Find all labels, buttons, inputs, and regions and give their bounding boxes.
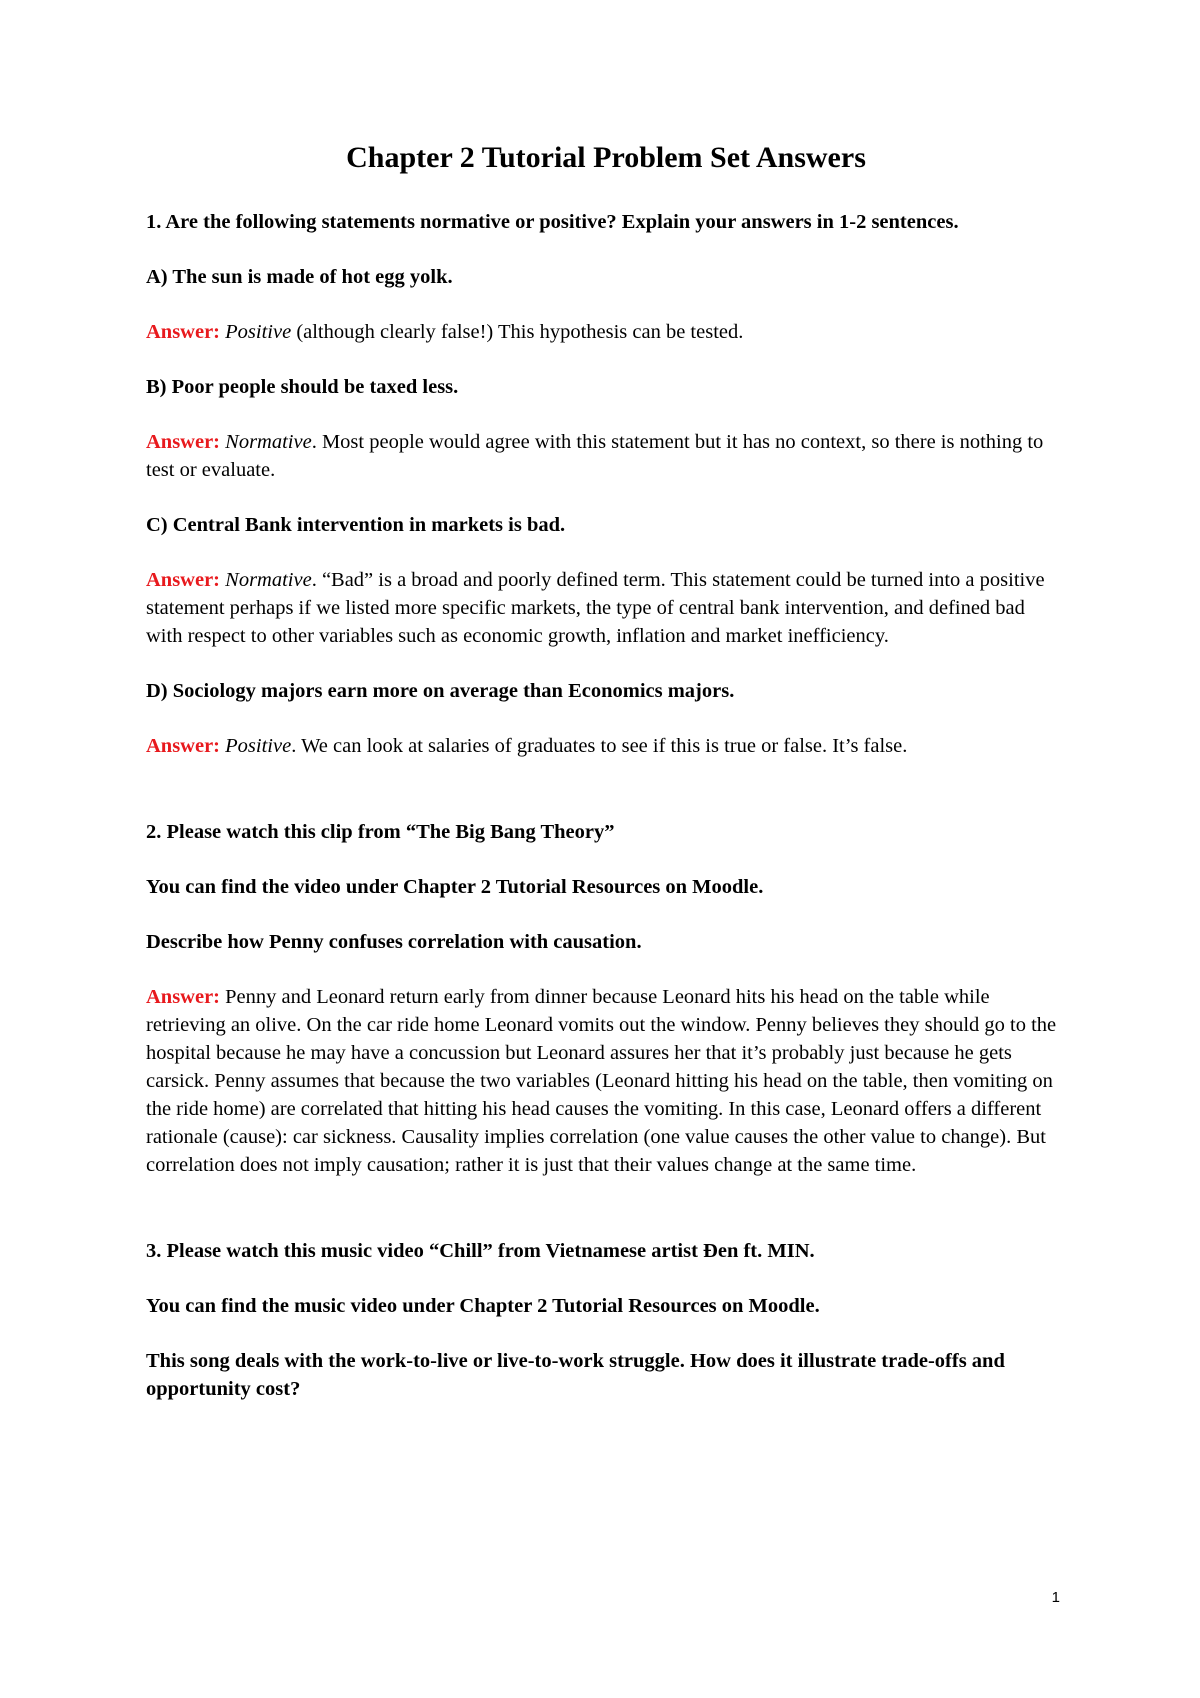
section-gap — [146, 1206, 1066, 1237]
statement-c: C) Central Bank intervention in markets is bad. — [146, 514, 566, 536]
answer-c — [146, 566, 1066, 650]
answer-text: . “Bad” is a broad and poorly defined term. This statement could be turned into a positive statement perhaps if we listed more specific markets, the type of central bank intervention, and defined bad with respect to other variables such as economic growth, inflation and market inefficiency. — [146, 569, 1045, 647]
question-3-prompt: This song deals with the work-to-live or live-to-work struggle. How does it illustrate trade-offs and opportunity cost? — [146, 1350, 1005, 1400]
statement-b: B) Poor people should be taxed less. — [146, 376, 459, 398]
question-3: 3. Please watch this music video “Chill” from Vietnamese artist Đen ft. MIN. — [146, 1240, 815, 1262]
question-2-resource: You can find the video under Chapter 2 Tutorial Resources on Moodle. — [146, 876, 764, 898]
question-3-resource: You can find the music video under Chapter 2 Tutorial Resources on Moodle. — [146, 1295, 820, 1317]
statement-d: D) Sociology majors earn more on average than Economics majors. — [146, 680, 735, 702]
answer-text: Penny and Leonard return early from dinner because Leonard hits his head on the table while retrieving an olive. On the car ride home Leonard vomits out the window. Penny believes they should go to the hospital because he may have a concussion but Leonard assures her that it’s probably just because he gets carsick. Penny assumes that because the two variables (Leonard hitting his head on the table, then vomiting on the ride home) are correlated that hitting his head causes the vomiting. In this case, Leonard offers a different rationale (cause): car sickness. Causality implies correlation (one value causes the other value to change). But correlation does not imply causation; rather it is just that their values change at the same time. — [146, 986, 1057, 1176]
answer-b — [146, 428, 1066, 484]
document-page — [146, 140, 1066, 1430]
page-number: 1 — [1051, 1589, 1060, 1606]
answer-label: Answer: — [146, 431, 221, 453]
answer-verdict: Positive — [225, 321, 292, 343]
question-2-prompt: Describe how Penny confuses correlation with causation. — [146, 931, 642, 953]
statement-a: A) The sun is made of hot egg yolk. — [146, 266, 453, 288]
answer-label: Answer: — [146, 735, 221, 757]
answer-verdict: Positive — [225, 735, 292, 757]
answer-label: Answer: — [146, 321, 221, 343]
answer-text: (although clearly false!) This hypothesis can be tested. — [291, 321, 744, 343]
answer-label: Answer: — [146, 986, 221, 1008]
answer-verdict: Normative — [225, 431, 312, 453]
answer-text: . Most people would agree with this statement but it has no context, so there is nothing to test or evaluate. — [146, 431, 1044, 481]
answer-verdict: Normative — [225, 569, 312, 591]
answer-d — [146, 732, 1066, 760]
question-2: 2. Please watch this clip from “The Big Bang Theory” — [146, 821, 615, 843]
question-1: 1. Are the following statements normative or positive? Explain your answers in 1-2 sentences. — [146, 211, 959, 233]
answer-a — [146, 318, 1066, 346]
answer-text: . We can look at salaries of graduates to see if this is true or false. It’s false. — [291, 735, 908, 757]
answer-label: Answer: — [146, 569, 221, 591]
answer-2 — [146, 983, 1066, 1179]
document-title: Chapter 2 Tutorial Problem Set Answers — [346, 141, 866, 174]
section-gap — [146, 787, 1066, 818]
